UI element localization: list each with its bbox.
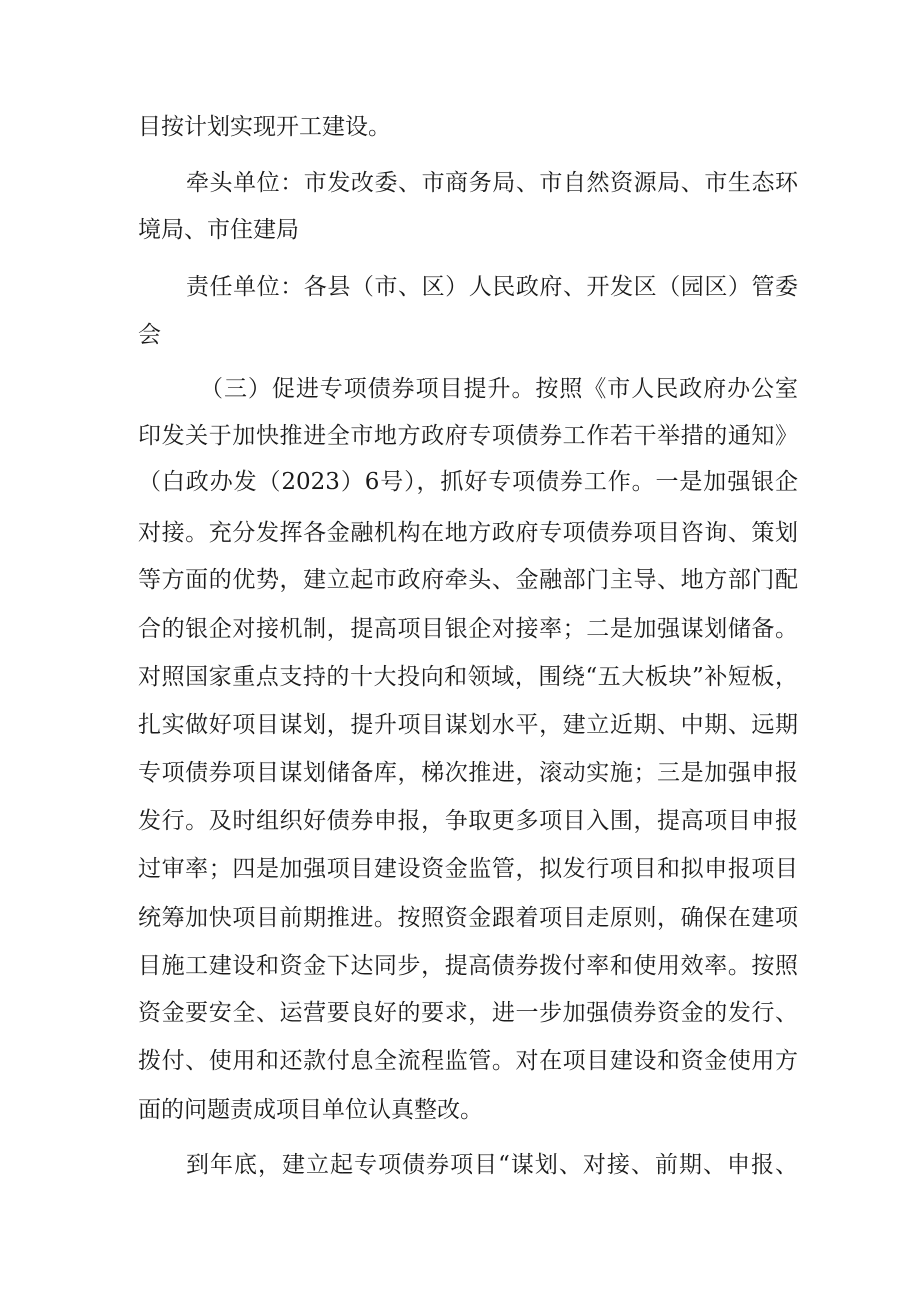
paragraph-line: 印发关于加快推进全市地方政府专项债券工作若干举措的通知》: [138, 423, 798, 449]
paragraph-line: 统筹加快项目前期推进。按照资金跟着项目走原则，确保在建项: [138, 905, 798, 931]
paragraph-line: 面的问题责成项目单位认真整改。: [138, 1097, 483, 1123]
lead-unit-line: 境局、市住建局: [138, 217, 299, 243]
paragraph-line: 发行。及时组织好债券申报，争取更多项目入围，提高项目申报: [138, 808, 798, 834]
paragraph-line: 对照国家重点支持的十大投向和领域，围绕“五大板块”补短板，: [138, 664, 798, 690]
paragraph-line: 目施工建设和资金下达同步，提高债券拨付率和使用效率。按照: [138, 953, 798, 979]
paragraph-line: 等方面的优势，建立起市政府牵头、金融部门主导、地方部门配: [138, 567, 798, 593]
section-heading-line: （三）促进专项债券项目提升。按照《市人民政府办公室: [200, 376, 798, 402]
responsible-unit-line: 责任单位：各县（市、区）人民政府、开发区（园区）管委: [186, 274, 798, 300]
paragraph-line: 合的银企对接机制，提高项目银企对接率；二是加强谋划储备。: [138, 616, 798, 642]
responsible-unit-line: 会: [138, 322, 161, 348]
paragraph-line: （白政办发（2023）6号），抓好专项债券工作。一是加强银企: [138, 469, 798, 495]
paragraph-line: 目按计划实现开工建设。: [138, 114, 391, 140]
paragraph-line: 到年底，建立起专项债券项目“谋划、对接、前期、申报、: [186, 1152, 798, 1178]
paragraph-line: 专项债券项目谋划储备库，梯次推进，滚动实施；三是加强申报: [138, 760, 798, 786]
paragraph-line: 对接。充分发挥各金融机构在地方政府专项债券项目咨询、策划: [138, 520, 798, 546]
paragraph-line: 扎实做好项目谋划，提升项目谋划水平，建立近期、中期、远期: [138, 712, 798, 738]
paragraph-line: 资金要安全、运营要良好的要求，进一步加强债券资金的发行、: [138, 1000, 798, 1026]
lead-unit-line: 牵头单位：市发改委、市商务局、市自然资源局、市生态环: [186, 170, 798, 196]
paragraph-line: 过审率；四是加强项目建设资金监管，拟发行项目和拟申报项目: [138, 856, 798, 882]
paragraph-line: 拨付、使用和还款付息全流程监管。对在项目建设和资金使用方: [138, 1048, 798, 1074]
